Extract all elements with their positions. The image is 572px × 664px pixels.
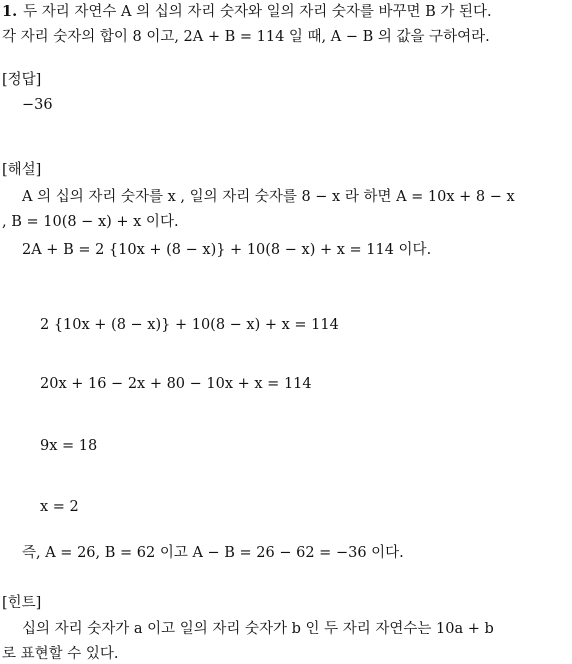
explanation-label: [해설] [2, 162, 42, 178]
explanation-line-3: 2A + B = 2 {10x + (8 − x)} + 10(8 − x) + x = 114 이다. [22, 242, 432, 258]
hint-line-2: 로 표현할 수 있다. [2, 646, 119, 662]
equation-step-4: x = 2 [40, 499, 79, 515]
problem-number: 1. [2, 3, 18, 20]
problem-text-1: 두 자리 자연수 A 의 십의 자리 숫자와 일의 자리 숫자를 바꾸면 B 가 된다. [23, 4, 492, 20]
problem-line-2: 각 자리 숫자의 합이 8 이고, 2A + B = 114 일 때, A − B 의 값을 구하여라. [2, 29, 490, 45]
answer-label: [정답] [2, 72, 42, 88]
equation-step-2: 20x + 16 − 2x + 80 − 10x + x = 114 [40, 376, 312, 392]
answer-value: −36 [22, 97, 53, 113]
hint-label: [힌트] [2, 595, 42, 611]
explanation-line-1: A 의 십의 자리 숫자를 x , 일의 자리 숫자를 8 − x 라 하면 A = 10x + 8 − x [22, 189, 515, 205]
explanation-line-2: , B = 10(8 − x) + x 이다. [2, 214, 179, 230]
equation-step-1: 2 {10x + (8 − x)} + 10(8 − x) + x = 114 [40, 317, 339, 333]
equation-step-3: 9x = 18 [40, 438, 98, 454]
problem-line-1 [2, 2, 492, 22]
hint-line-1: 십의 자리 숫자가 a 이고 일의 자리 숫자가 b 인 두 자리 자연수는 10a + b [22, 621, 494, 637]
explanation-conclusion: 즉, A = 26, B = 62 이고 A − B = 26 − 62 = −36 이다. [22, 545, 404, 561]
